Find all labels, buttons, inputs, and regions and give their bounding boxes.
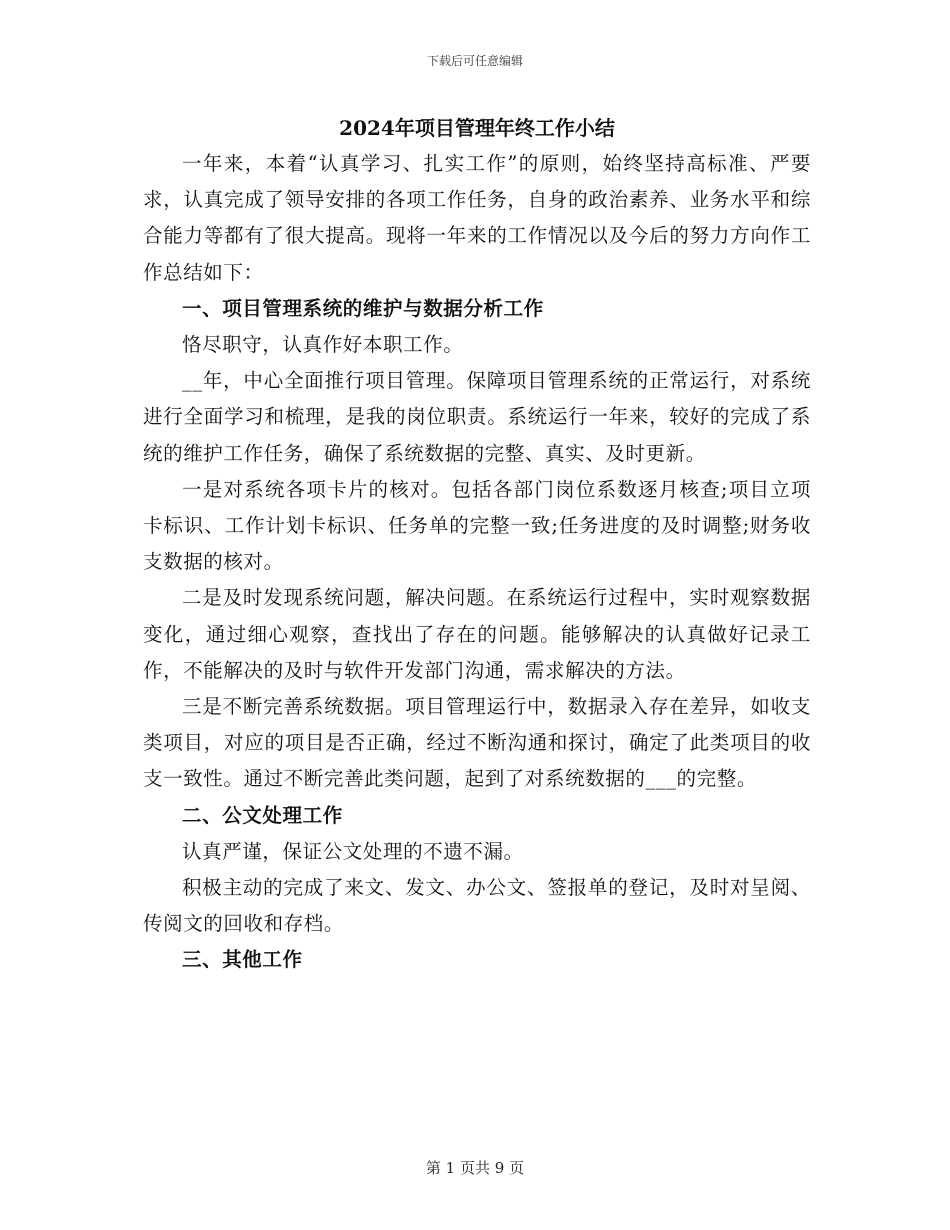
page-header-note: 下载后可任意编辑 bbox=[426, 54, 523, 68]
paragraph-intro: 一年来，本着“认真学习、扎实工作”的原则，始终坚持高标准、严要求，认真完成了领导安排的各项工作任务，自身的政治素养、业务水平和综合能力等都有了很大提高。现将一年来的工作情况以及今后的努力方向作工作总结如下： bbox=[143, 152, 811, 284]
section-heading-2: 二、公文处理工作 bbox=[182, 803, 343, 827]
paragraph: 认真严谨，保证公文处理的不遗不漏。 bbox=[182, 839, 524, 863]
page-number: 第 1 页共 9 页 bbox=[425, 1159, 525, 1177]
paragraph: 一是对系统各项卡片的核对。包括各部门岗位系数逐月核查;项目立项卡标识、工作计划卡标识、任务单的完整一致;任务进度的及时调整;财务收支数据的核对。 bbox=[143, 477, 811, 574]
section-heading-1: 一、项目管理系统的维护与数据分析工作 bbox=[182, 296, 544, 320]
section-heading-3: 三、其他工作 bbox=[182, 948, 303, 972]
paragraph: 二是及时发现系统问题，解决问题。在系统运行过程中，实时观察数据变化，通过细心观察，查找出了存在的问题。能够解决的认真做好记录工作，不能解决的及时与软件开发部门沟通，需求解决的方法。 bbox=[143, 586, 811, 682]
paragraph: 积极主动的完成了来文、发文、办公文、签报单的登记，及时对呈阅、传阅文的回收和存档。 bbox=[143, 876, 811, 936]
paragraph: 三是不断完善系统数据。项目管理运行中，数据录入存在差异，如收支类项目，对应的项目是否正确，经过不断沟通和探讨，确定了此类项目的收支一致性。通过不断完善此类问题，起到了对系统数据的___的完整。 bbox=[143, 695, 811, 791]
paragraph: 恪尽职守，认真作好本职工作。 bbox=[182, 333, 464, 357]
document-title: 2024年项目管理年终工作小结 bbox=[339, 116, 615, 140]
document-body bbox=[143, 112, 811, 979]
paragraph: __年，中心全面推行项目管理。保障项目管理系统的正常运行，对系统进行全面学习和梳理，是我的岗位职责。系统运行一年来，较好的完成了系统的维护工作任务，确保了系统数据的完整、真实、及时更新。 bbox=[143, 369, 811, 465]
